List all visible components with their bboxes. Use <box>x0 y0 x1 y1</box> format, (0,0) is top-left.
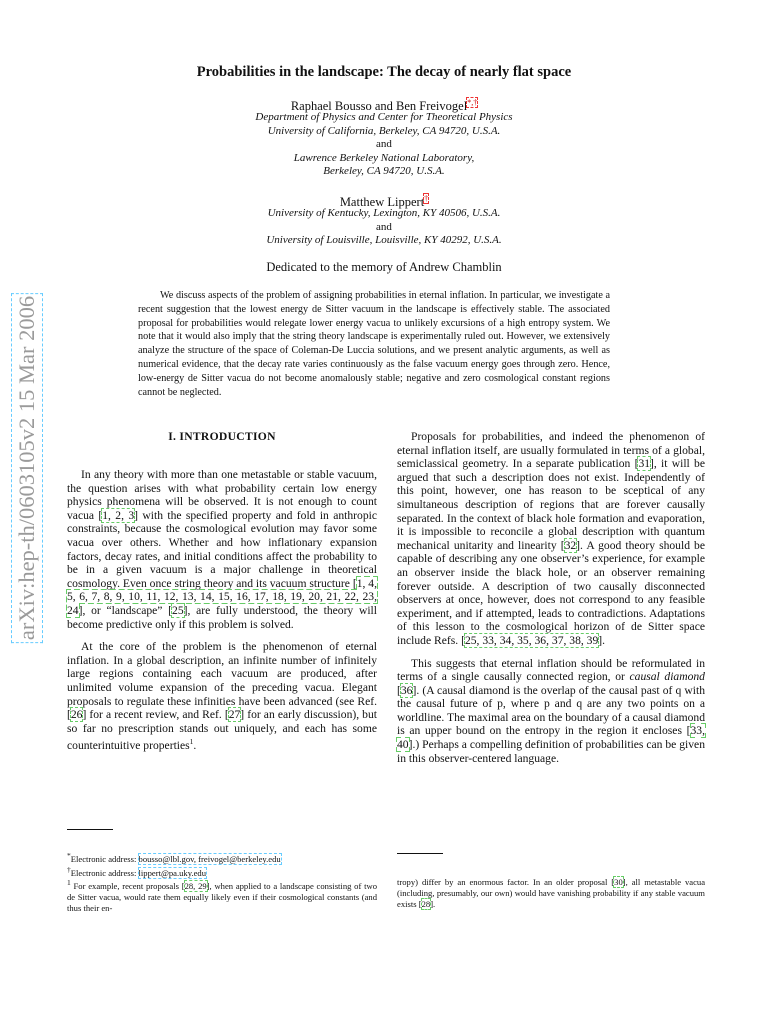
footnote-marker[interactable]: 1 <box>189 737 194 747</box>
authors-bousso-freivogel: Raphael Bousso and Ben Freivogel <box>290 99 468 114</box>
arxiv-identifier[interactable]: arXiv:hep-th/0603105v2 15 Mar 2006 <box>14 295 39 641</box>
citation-link[interactable]: 26 <box>70 708 83 722</box>
left-column <box>67 468 377 753</box>
citation-link[interactable]: 1, 2, 3 <box>102 508 135 522</box>
affiliation-and: and <box>376 138 392 150</box>
paragraph: At the core of the problem is the phenomenon of eternal inflation. In a global description, an infinite number of infinitely large regions containing each vacuum are produced, after unlimited volume expansion of the preceding vacua. Elegant proposals to regulate these infinities have been advanced (see Ref. [26] for a recent review, and Ref. [27] for an early discussion), but so far no prescription stands out uniquely, and each has some counterintuitive properties$^1$. <box>67 640 378 753</box>
affiliation-line: University of Kentucky, Lexington, KY 40506, U.S.A. <box>267 207 501 219</box>
emphasis: causal diamond <box>629 670 705 684</box>
dedication: Dedicated to the memory of Andrew Chamblin <box>266 260 502 274</box>
affiliation-line: Lawrence Berkeley National Laboratory, <box>293 151 475 164</box>
section-heading-introduction: I. INTRODUCTION <box>168 430 276 443</box>
citation-link[interactable]: 30 <box>614 877 623 887</box>
email-link[interactable]: bousso@lbl.gov, freivogel@berkeley.edu <box>138 853 281 864</box>
affiliation-line: University of California, Berkeley, CA 94720, U.S.A. <box>267 124 501 137</box>
citation-link[interactable]: 1, 4, 5, 6, 7, 8, 9, 10, 11, 12, 13, 14, 15, 16, 17, 18, 19, 20, 21, 22, 23, 24 <box>67 576 377 617</box>
right-column <box>397 430 705 765</box>
paragraph: In any theory with more than one metastable or stable vacuum, the question arises with what probability certain low energy physics phenomena will be observed. It is not enough to count vacua [1, 2, 3] with the specified property and fold in anthropic constraints, because the cosmological evolution may favor some vacua over others. Whether and how inflationary expansion factors, decay rates, and initial conditions affect the probability to be in a given vacuum is a major challenge in theoretical cosmology. Even once string theory and its vacuum structure [1, 4, 5, 6, 7, 8, 9, 10, 11, 12, 13, 14, 15, 16, 17, 18, 19, 20, 21, 22, 23, 24], or “landscape” [25], are fully understood, the theory will become predictive only if this problem is solved. <box>67 468 377 631</box>
affiliation-line: Department of Physics and Center for Theoretical Physics <box>255 111 513 123</box>
footnote-email-2: †Electronic address: lippert@pa.uky.edu <box>67 864 207 878</box>
citation-link[interactable]: 27 <box>228 708 241 722</box>
citation-link[interactable]: 25 <box>172 603 184 617</box>
footnotes-right: tropy) differ by an enormous factor. In an older proposal [30], all metastable vacua (including, presumably, our own) would have vanishing probability if any stable vacuum exists [28]. <box>397 877 706 909</box>
abstract: We discuss aspects of the problem of assigning probabilities in eternal inflation. In particular, we investigate a recent suggestion that the lowest energy de Sitter vacuum in the landscape is effectively stable. The associated proposal for probabilities would relegate lower energy vacua to unlikely excursions of a high entropy system. We note that it would also imply that the string theory landscape is experimentally ruled out. However, we extensively analyze the structure of the space of Coleman-De Luccia solutions, and we present analytic arguments, as well as numerical evidence, that the decay rate varies continuously as the false vacuum energy goes through zero. Hence, low-energy de Sitter vacua do not become anomalously stable; negative and zero cosmological constant regions cannot be neglected. <box>138 290 610 398</box>
citation-link[interactable]: 33, 40 <box>397 724 705 752</box>
citation-link[interactable]: 32 <box>564 538 577 552</box>
affiliation-line: University of Louisville, Louisville, KY 40292, U.S.A. <box>266 234 502 246</box>
affiliation-block-1 <box>0 111 768 179</box>
citation-link[interactable]: 28, 29 <box>184 881 207 892</box>
affiliation-line: Berkeley, CA 94720, U.S.A. <box>323 165 445 177</box>
affiliation-block-2 <box>0 207 768 248</box>
footnotes-left <box>67 851 377 914</box>
citation-link[interactable]: 25, 33, 34, 35, 36, 37, 38, 39 <box>464 633 599 647</box>
footnote-email-1: *Electronic address: bousso@lbl.gov, freivogel@berkeley.edu <box>67 851 281 864</box>
footnote-rule <box>397 853 443 854</box>
author-lippert: Matthew Lippert <box>339 195 425 210</box>
author-footnote-marks[interactable]: *,† <box>467 98 478 107</box>
paragraph: Proposals for probabilities, and indeed the phenomenon of eternal inflation itself, are usually formulated in terms of a global, semiclassical geometry. In a separate publication [31], it will be argued that such a description does not exist. Independently of this point, however, one has reason to be sceptical of any simultaneous description of regions that are forever causally separated. In the context of black hole formation and evaporation, it is impossible to reconcile a global description with quantum mechanical unitarity and linearity [32]. A good theory should be capable of describing any one observer’s experience, for example an observer inside the black hole, or an observer remaining forever outside. A description of two causally disconnected observers at once, however, does not correspond to any feasible experiment, and if attempted, leads to contradictions. Adaptations of this lesson to the cosmological horizon of de Sitter space include Refs. [25, 33, 34, 35, 36, 37, 38, 39]. <box>397 430 706 647</box>
paragraph: This suggests that eternal inflation should be reformulated in terms of a single causally connected region, or causal diamond [36]. (A causal diamond is the overlap of the causal past of q with the causal future of p, where p and q are any two points on a worldline. The maximal area on the boundary of a causal diamond is an upper bound on the entropy in the region it encloses [33, 40].) Perhaps a compelling definition of probabilities can be given in this observer-centered language. <box>397 656 705 765</box>
citation-link[interactable]: 28 <box>421 898 431 909</box>
footnote-1: $^1$ For example, recent proposals [28, 29], when applied to a landscape consisting of two de Sitter vacua, would rate them equally likely even if their cosmological constants (and thus their en- <box>67 878 377 913</box>
affiliation-and: and <box>376 220 392 233</box>
citation-link[interactable]: 31 <box>638 457 651 471</box>
author-footnote-mark[interactable]: † <box>424 194 429 203</box>
email-link[interactable]: lippert@pa.uky.edu <box>138 867 207 878</box>
paper-title: Probabilities in the landscape: The decay of nearly flat space <box>196 64 572 80</box>
footnote-rule <box>67 829 113 830</box>
citation-link[interactable]: 36 <box>400 683 413 697</box>
arxiv-sidebar-stamp <box>12 258 42 678</box>
